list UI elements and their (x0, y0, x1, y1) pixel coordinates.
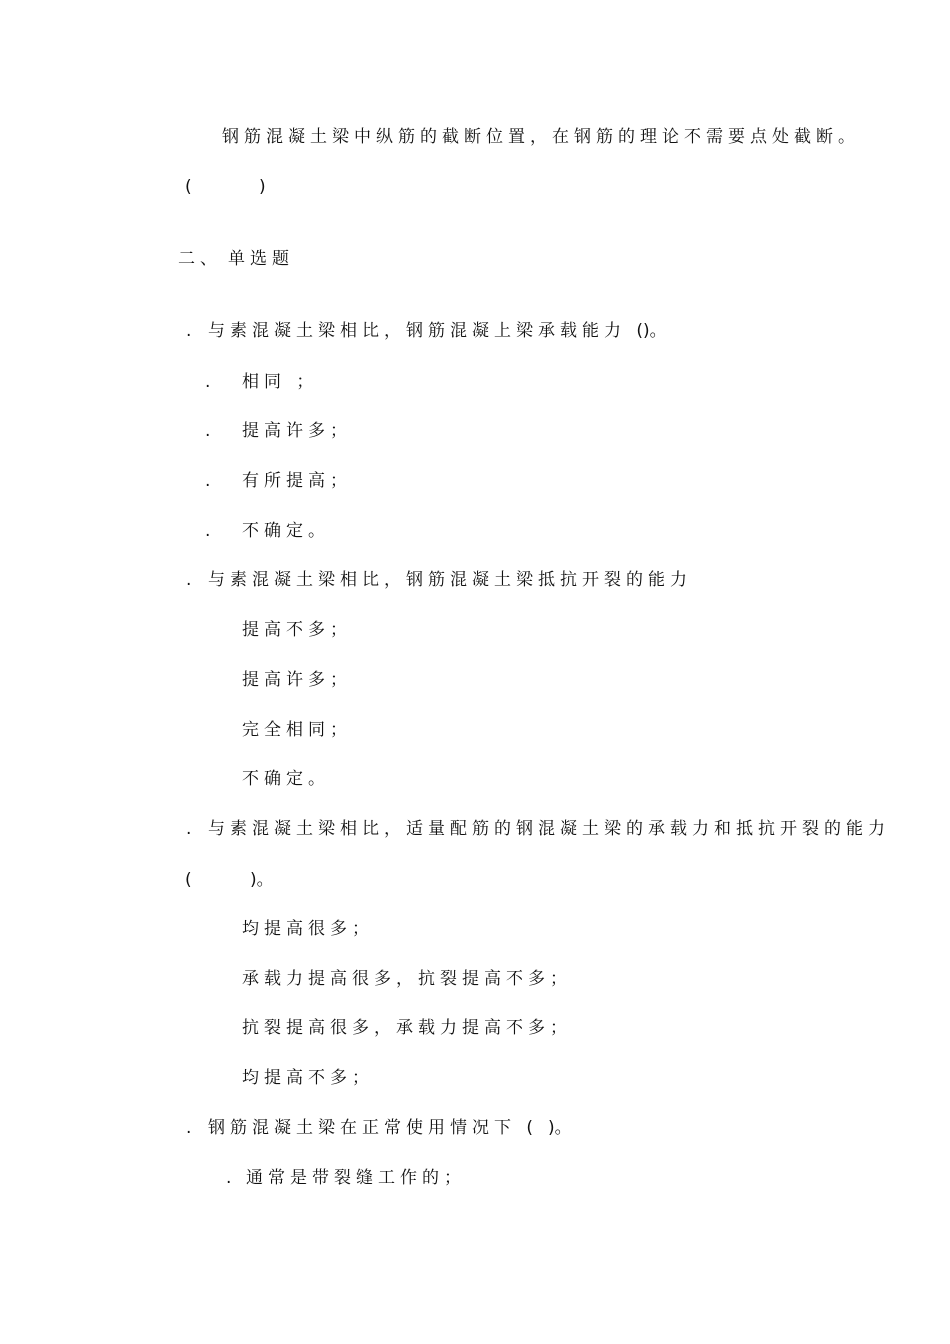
q3-option-2: 承载力提高很多，抗裂提高不多； (242, 969, 572, 989)
q2-option-4: 不确定。 (242, 769, 330, 789)
question-1-stem: 与素混凝土梁相比，钢筋混凝上梁承载能力 ( (208, 321, 649, 341)
intro-bracket-open: ( (185, 177, 192, 197)
q4-option-1-marker: . (226, 1168, 232, 1188)
question-1-stem-end: )。 (643, 321, 667, 341)
question-3-marker: . (186, 819, 192, 839)
q3-option-4: 均提高不多； (242, 1068, 374, 1088)
q3-option-3: 抗裂提高很多，承载力提高不多； (242, 1018, 572, 1038)
q2-option-1: 提高不多； (242, 620, 352, 640)
q1-option-3-marker: . (205, 471, 211, 491)
q1-option-1: 相同 ； (242, 372, 319, 392)
q3-option-1: 均提高很多； (242, 919, 374, 939)
q1-option-4: 不确定。 (242, 521, 330, 541)
question-1-marker: . (186, 321, 192, 341)
question-3-bracket-close: )。 (250, 870, 274, 890)
question-2-marker: . (186, 570, 192, 590)
q2-option-2: 提高许多； (242, 670, 352, 690)
question-3-stem: 与素混凝土梁相比，适量配筋的钢混凝土梁的承载力和抵抗开裂的能力 (208, 819, 890, 839)
section-number: 二、 (178, 249, 222, 269)
section-title: 单选题 (228, 249, 294, 269)
question-4-marker: . (186, 1118, 192, 1138)
q1-option-4-marker: . (205, 521, 211, 541)
q1-option-3: 有所提高； (242, 471, 352, 491)
question-3-bracket-open: ( (185, 870, 192, 890)
intro-bracket-close: ) (259, 177, 266, 197)
q1-option-1-marker: . (205, 372, 211, 392)
q1-option-2-marker: . (205, 421, 211, 441)
intro-statement: 钢筋混凝土梁中纵筋的截断位置，在钢筋的理论不需要点处截断。 (222, 127, 860, 147)
question-4-stem-end: )。 (548, 1118, 572, 1138)
q1-option-2: 提高许多； (242, 421, 352, 441)
q4-option-1: 通常是带裂缝工作的； (246, 1168, 466, 1188)
q2-option-3: 完全相同； (242, 720, 352, 740)
question-4-stem: 钢筋混凝土梁在正常使用情况下 ( (208, 1118, 539, 1138)
question-2-stem: 与素混凝土梁相比，钢筋混凝土梁抵抗开裂的能力 (208, 570, 692, 590)
